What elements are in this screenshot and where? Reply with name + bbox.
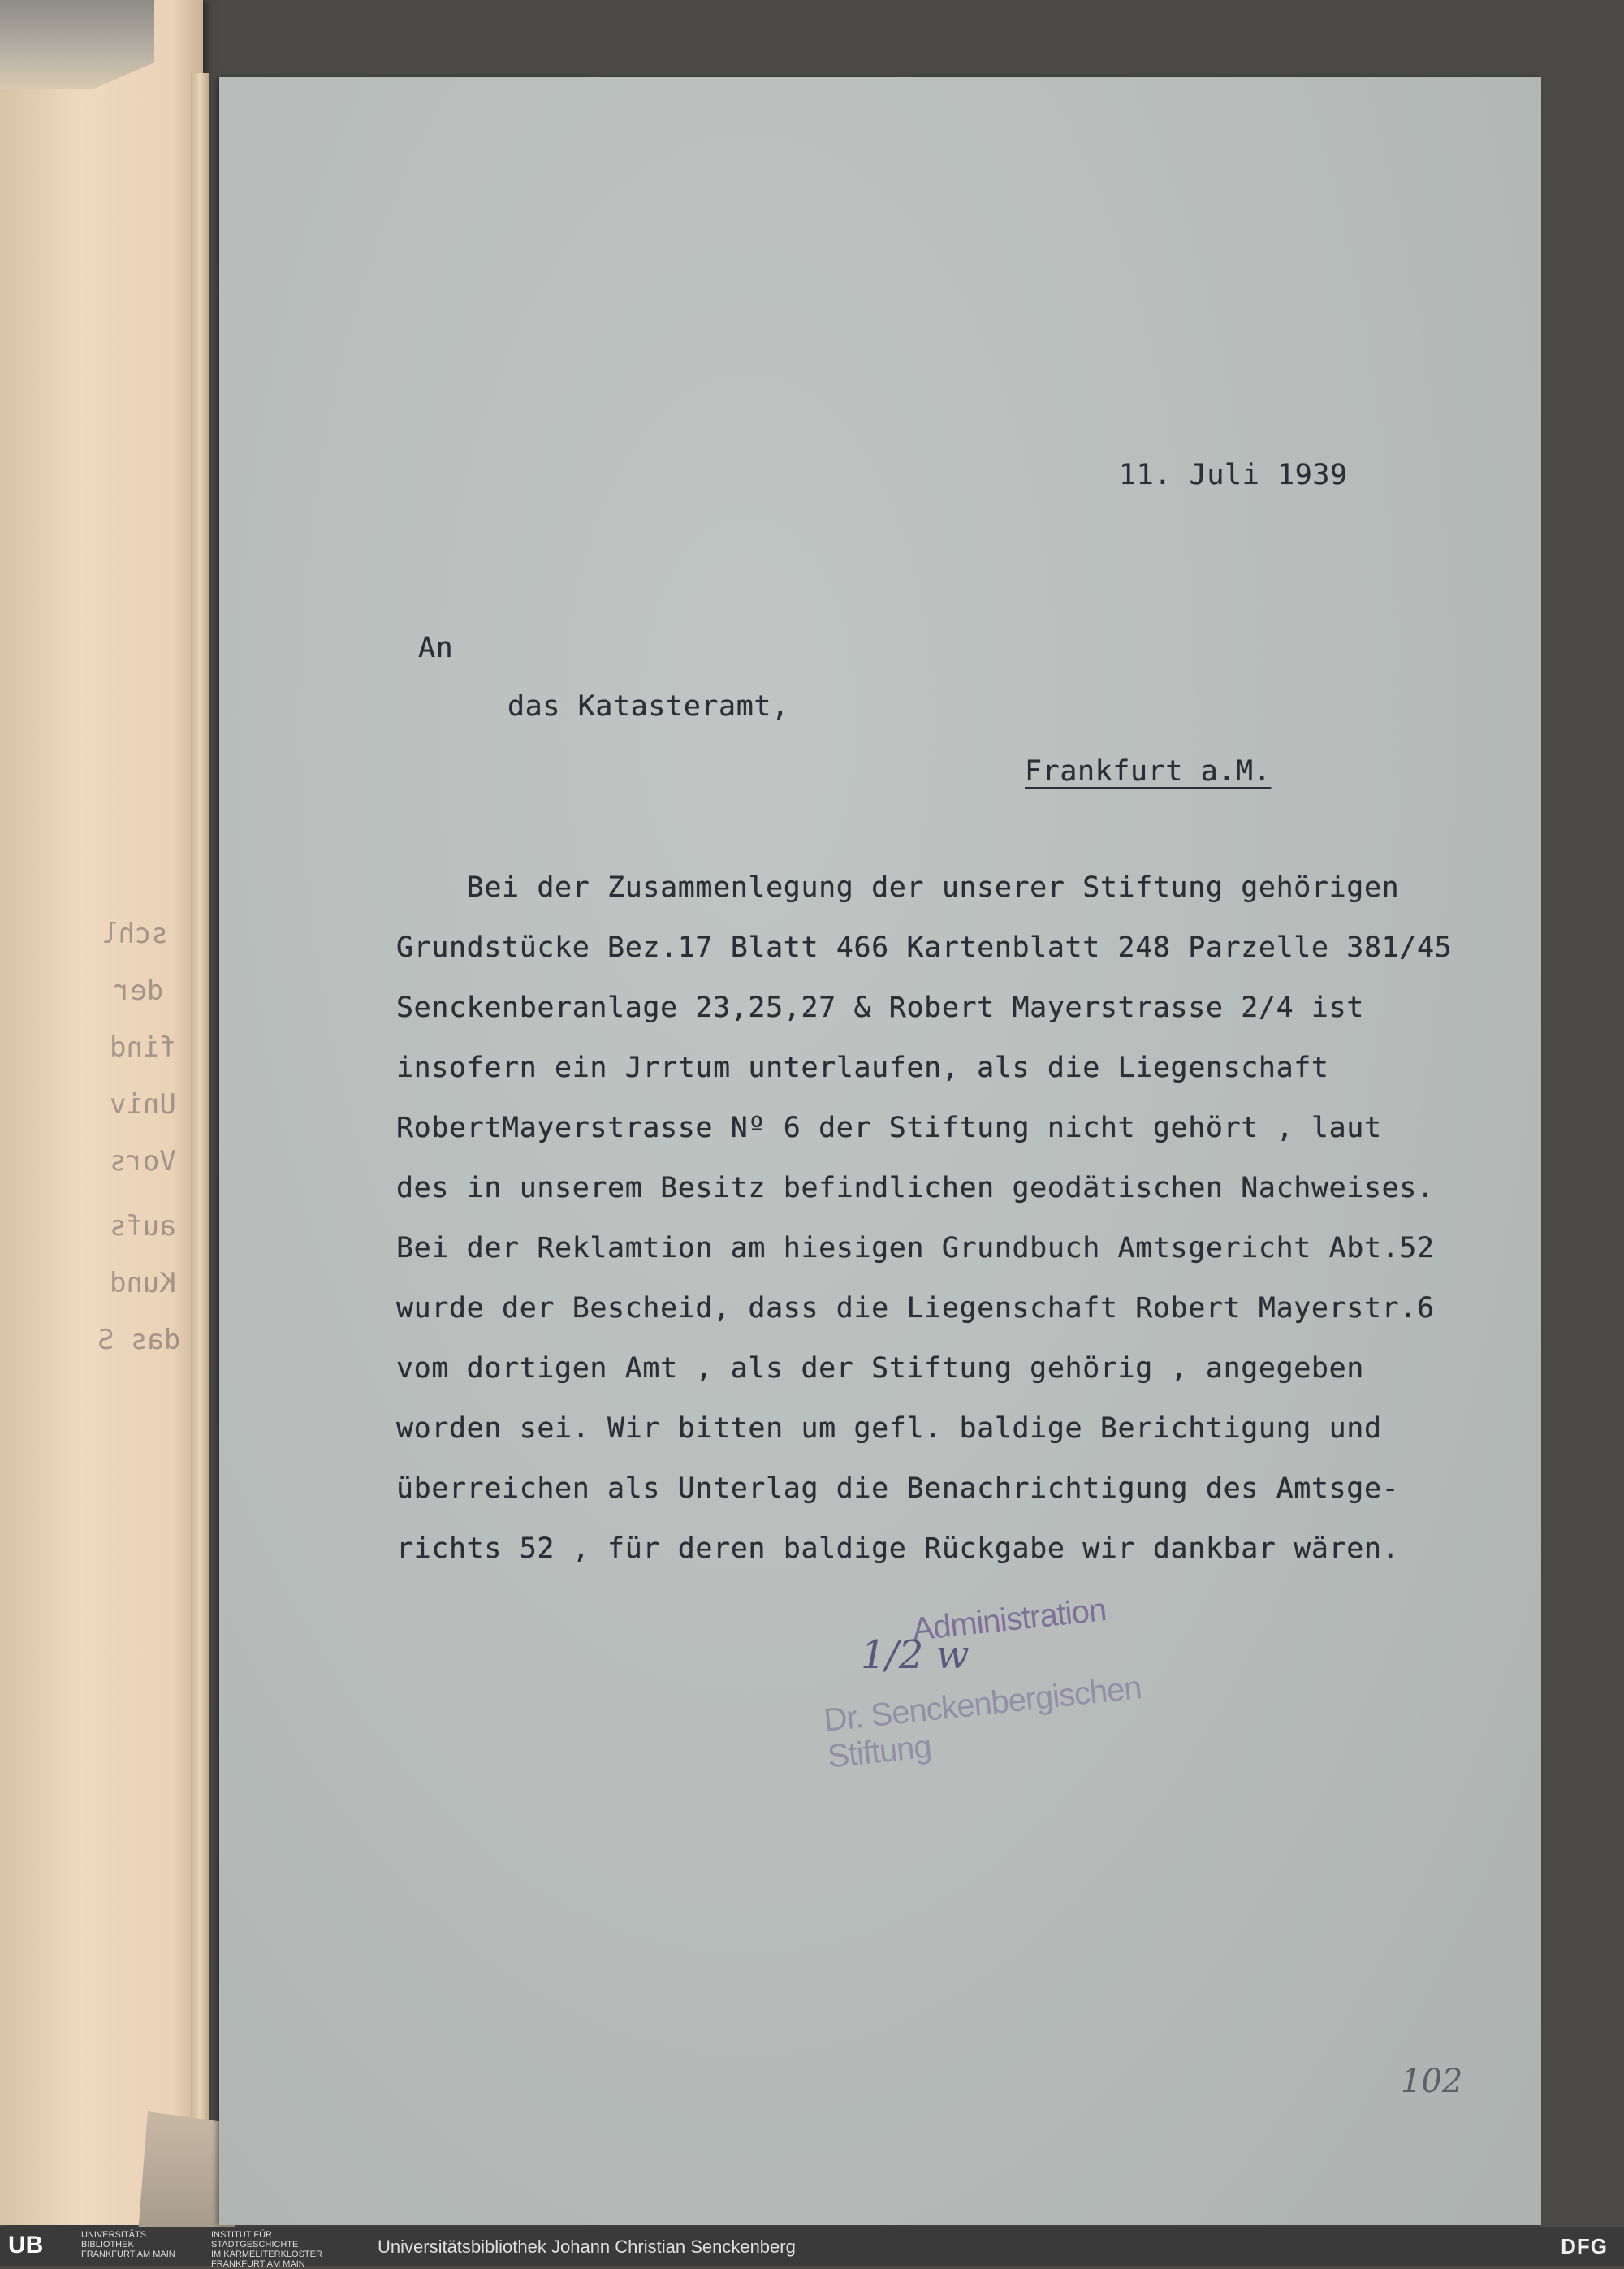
stamp-line-1: Administration [910, 1592, 1108, 1648]
bleed-line: Univ [110, 1088, 176, 1121]
body-line: Grundstücke Bez.17 Blatt 466 Kartenblatt 248 Parzelle 381/45 [396, 931, 1453, 964]
body-line: RobertMayerstrasse Nº 6 der Stiftung nicht gehört , laut [396, 1112, 1382, 1144]
body-line: wurde der Bescheid, dass die Liegenschaft Robert Mayerstr.6 [396, 1292, 1435, 1325]
bleed-line: das S [97, 1324, 181, 1356]
binder-fold [0, 0, 154, 89]
recipient-prefix: An [418, 632, 454, 664]
bleed-line: Kund [110, 1267, 176, 1299]
library-name: Universitätsbibliothek Johann Christian Senckenberg [378, 2237, 796, 2257]
body-line: des in unserem Besitz befindlichen geodätischen Nachweises. [396, 1172, 1435, 1204]
dfg-logo: DFG [1561, 2234, 1608, 2258]
bleed-line: aufs [110, 1210, 176, 1243]
recipient-city: Frankfurt a.M. [1025, 755, 1272, 788]
body-line: vom dortigen Amt , als der Stiftung gehörig , angegeben [396, 1352, 1364, 1385]
body-line: insofern ein Jrrtum unterlaufen, als die Liegenschaft [396, 1052, 1329, 1084]
bleed-line: find [110, 1031, 176, 1064]
institute-logo-text: INSTITUT FÜR STADTGESCHICHTE IM KARMELITERKLOSTER FRANKFURT AM MAIN [211, 2230, 322, 2269]
body-line: worden sei. Wir bitten um gefl. baldige Berichtigung und [396, 1412, 1382, 1445]
body-line: Bei der Zusammenlegung der unserer Stiftung gehörigen [396, 871, 1400, 904]
body-line: Senckenberanlage 23,25,27 & Robert Mayerstrasse 2/4 ist [396, 992, 1364, 1024]
body-line: richts 52 , für deren baldige Rückgabe wir dankbar wären. [396, 1532, 1400, 1565]
body-line: überreichen als Unterlag die Benachrichtigung des Amtsge- [396, 1472, 1400, 1505]
letter-date: 11. Juli 1939 [1119, 459, 1348, 491]
page-number: 102 [1401, 2063, 1463, 2100]
stamp-line-2: Dr. Senckenbergischen Stiftung [822, 1670, 1143, 1775]
binder-edge [191, 73, 209, 2217]
handwritten-initials: 1/2 w [861, 1632, 970, 1678]
bleed-line: der [114, 975, 164, 1007]
recipient-office: das Katasteramt, [508, 690, 789, 723]
body-line: Bei der Reklamtion am hiesigen Grundbuch Amtsgericht Abt.52 [396, 1232, 1435, 1264]
ub-logo-text: UNIVERSITÄTS BIBLIOTHEK FRANKFURT AM MAIN [81, 2230, 175, 2259]
bleed-line: Vors [110, 1145, 176, 1178]
footer-bar [0, 2227, 1624, 2269]
letter-page [219, 77, 1541, 2225]
bleed-line: schl [102, 918, 168, 950]
ub-logo: UB [8, 2232, 44, 2258]
